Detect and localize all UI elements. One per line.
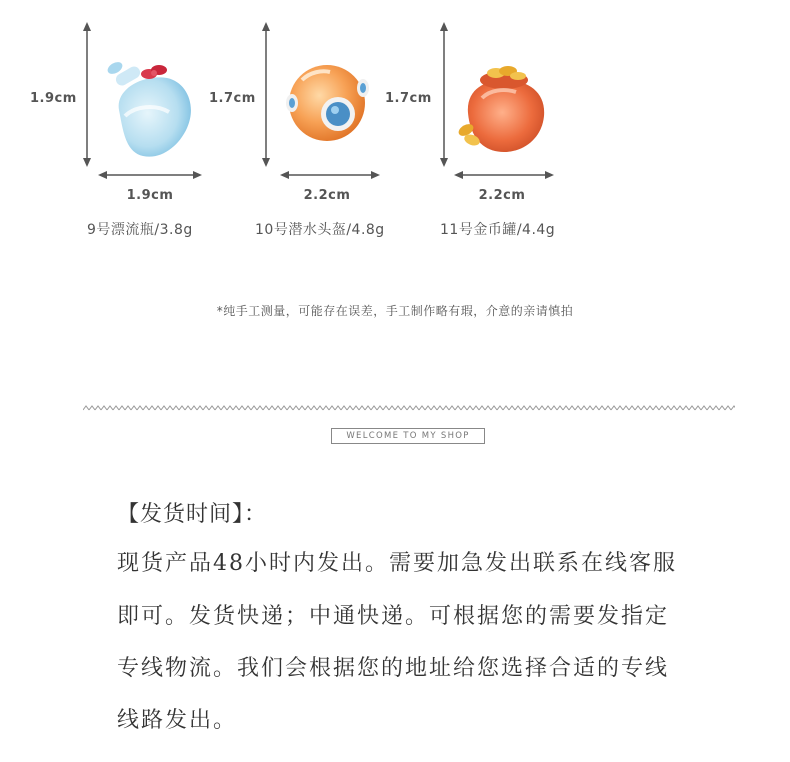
coin-jar-charm-icon <box>458 58 553 158</box>
welcome-banner: WELCOME TO MY SHOP <box>331 428 485 444</box>
product-card-bottle <box>20 18 220 243</box>
width-label: 2.2cm <box>478 188 526 203</box>
product-caption: 11号金币罐/4.4g <box>440 222 556 238</box>
product-caption: 9号漂流瓶/3.8g <box>87 222 193 238</box>
shipping-line: 专线物流。我们会根据您的地址给您选择合适的专线 <box>117 656 670 681</box>
shipping-line: 即可。发货快递；中通快递。可根据您的需要发指定 <box>117 604 670 629</box>
bottle-charm-icon <box>105 48 205 168</box>
shipping-title: 【发货时间】： <box>117 502 268 527</box>
zigzag-divider <box>83 404 735 412</box>
height-label: 1.9cm <box>30 91 77 106</box>
width-label: 2.2cm <box>303 188 351 203</box>
product-card-diving-helmet <box>200 18 400 243</box>
diving-helmet-charm-icon <box>280 58 375 148</box>
shipping-line: 线路发出。 <box>117 708 238 733</box>
shipping-line: 现货产品48小时内发出。需要加急发出联系在线客服 <box>117 551 677 576</box>
product-card-coin-jar <box>378 18 578 243</box>
product-caption: 10号潜水头盔/4.8g <box>255 222 385 238</box>
width-label: 1.9cm <box>126 188 174 203</box>
height-label: 1.7cm <box>209 91 256 106</box>
height-label: 1.7cm <box>385 91 432 106</box>
measurement-disclaimer: *纯手工测量，可能存在误差，手工制作略有瑕，介意的亲请慎拍 <box>216 304 574 318</box>
